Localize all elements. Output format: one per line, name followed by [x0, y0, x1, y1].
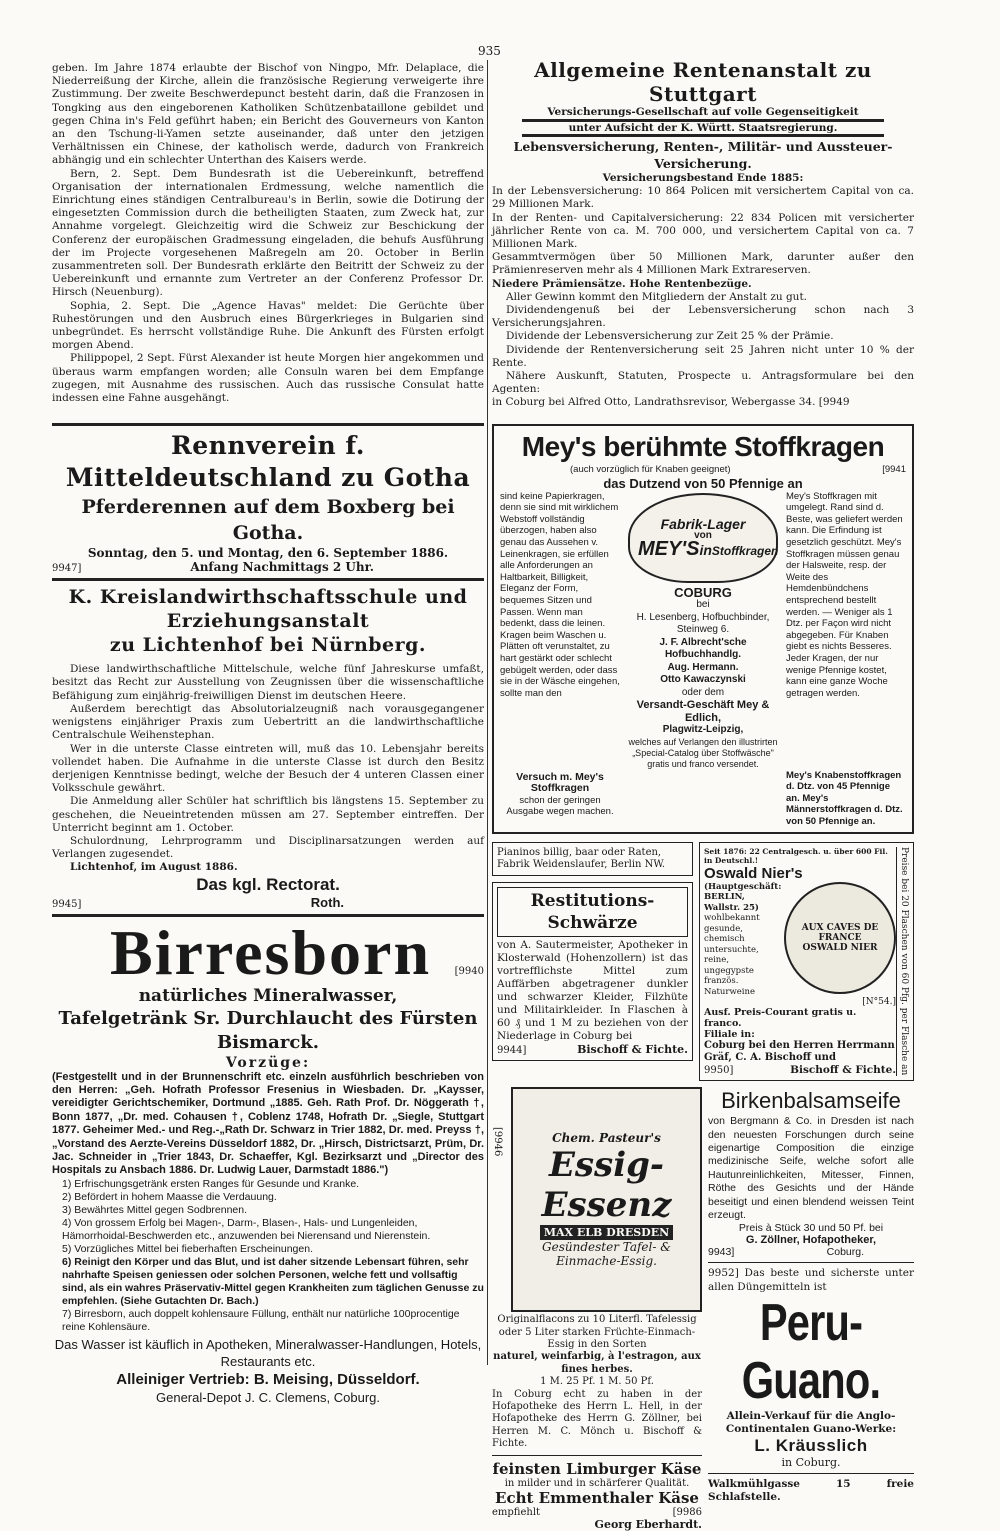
rentenanstalt-sub-3: Lebensversicherung, Renten-, Militär- und Aussteuer-Versicherung. — [513, 139, 893, 171]
birken-ad — [708, 1087, 914, 1258]
rente-line: In der Lebensversicherung: 10 864 Policen mit versichertem Capital von ca. 29 Millionen Mark. — [492, 185, 914, 211]
rennverein-date: Sonntag, den 5. und Montag, den 6. September 1886. — [87, 546, 449, 561]
birresborn-foot: Das Wasser ist käuflich in Apotheken, Mineralwasser-Handlungen, Hotels, Restaurants etc. — [54, 1336, 482, 1369]
nier-name: Oswald Nier's — [704, 864, 803, 882]
nier-filiale: Filiale in: — [704, 1029, 755, 1041]
right-column — [492, 58, 914, 1531]
rentenanstalt-ad — [492, 58, 914, 410]
news-section — [52, 62, 484, 405]
essig-tag: Gesündester Tafel- & Einmache-Essig. — [542, 1240, 671, 1269]
rente-line: Nähere Auskunft, Statuten, Prospecte u. Antragsformulare bei den Agenten: — [492, 370, 914, 396]
birken-text: von Bergmann & Co. in Dresden ist nach den neuesten Forschungen durch seine eigenartige Composition die einzige medizinische Seife, welche sofort alle Hautunreinlichkeiten, Mitesser, Finnen, Röthe des Gesichts und der Hände beseitigt und einen blendend weissen Teint erzeugt. — [708, 1115, 914, 1221]
news-paragraph: Sophia, 2. Sept. Die „Agence Havas" meldet: Die Gerüchte über Ruhestörungen und den Ausbruch eines Bürgerkrieges in Bulgarien sind unbegründet. Es herrscht vollständige Ruhe. Die Ankunft des Fürsten erfolgt morgen Abend. — [52, 299, 484, 352]
nier-ad — [699, 842, 914, 1082]
essig-price: 1 M. 25 Pf. 1 M. 50 Pf. — [540, 1376, 654, 1388]
ad-number: 9950] — [704, 1065, 734, 1077]
kreisschule-signature: Das kgl. Rectorat. — [196, 874, 340, 894]
meys-price-text: Mey's Knabenstoffkragen d. Dtz. von 45 Pfennige an. Mey's Männerstoffkragen d. Dtz. von 50 Pfennige an. — [786, 769, 903, 828]
kreisschule-signer: Roth. — [310, 894, 344, 910]
rente-line: Niedere Prämiensätze. Hohe Rentenbezüge. — [492, 277, 752, 290]
kreisschule-title: K. Kreislandwirthschaftsschule und Erziehungsanstalt — [68, 586, 468, 633]
birken-seller: G. Zöllner, Hofapotheker, — [745, 1234, 877, 1247]
rennverein-title: Rennverein f. Mitteldeutschland zu Gotha — [65, 431, 471, 493]
meys-try-text: schon der geringen Ausgabe wegen machen. — [506, 794, 614, 818]
nier-branch: (Hauptgeschäft: BERLIN, Wallstr. 25) — [704, 881, 782, 913]
essig-ad — [492, 1087, 702, 1530]
rente-line: Versicherungsbestand Ende 1885: — [602, 172, 804, 184]
divider — [492, 1455, 702, 1456]
kaese-text: empfiehlt — [492, 1506, 541, 1518]
ad-number: 9943] — [708, 1246, 735, 1259]
meys-bei: bei — [696, 599, 710, 611]
nier-seller: Bischoff & Fichte. — [790, 1064, 896, 1077]
divider — [708, 1262, 914, 1263]
collar-mid: von — [694, 530, 712, 542]
birresborn-vertrieb: Alleiniger Vertrieb: B. Meising, Düsseldorf. — [116, 1370, 420, 1388]
page-number: 935 — [478, 44, 501, 58]
birresborn-depot: General-Depot J. C. Clemens, Coburg. — [156, 1389, 380, 1405]
kaese-line: feinsten Limburger Käse — [492, 1459, 702, 1478]
kreisschule-paragraph: Die Anmeldung aller Schüler hat schriftlich bis längstens 15. September zu geschehen, die Neueintretenden müssen am 27. September eintreffen. Der Unterricht beginnt am 1. October. — [52, 795, 484, 834]
nier-vertical-text: Preise bei 20 Flaschen von 60 Pfg. per Flasche an — [896, 847, 909, 1077]
restitution-title: Restitutions-Schwärze — [497, 887, 688, 937]
rente-line: in Coburg bei Alfred Otto, Landrathsrevisor, Webergasse 34. [9949 — [492, 396, 850, 409]
nier-header: Seit 1876: 22 Centralgesch. u. über 600 Fil. in Deutschl.! — [704, 846, 888, 865]
dealer: oder dem — [681, 686, 725, 698]
essig-text: Originalflacons zu 10 Literfl. Tafelessig oder 5 Liter starken Früchte-Einmach-Essig in den Sorten — [497, 1314, 697, 1350]
rente-line: Dividendengenuß bei der Lebensversicherung schon nach 3 Versicherungsjahren. — [492, 304, 914, 330]
meys-city: COBURG — [674, 584, 732, 600]
essig-illustration — [511, 1087, 702, 1312]
birresborn-ad — [52, 916, 484, 1406]
nier-num: [N°54.] — [862, 997, 896, 1008]
birken-title: Birkenbalsamseife — [721, 1088, 901, 1114]
birresborn-sub: natürliches Mineralwasser, — [138, 985, 398, 1006]
peru-text: Allein-Verkauf für die Anglo-Continentalen Guano-Werke: — [725, 1409, 897, 1435]
kaese-line: Echt Emmenthaler Käse — [495, 1488, 699, 1507]
rentenanstalt-sub-2: unter Aufsicht der K. Württ. Staatsregierung. — [522, 119, 884, 137]
birken-price: Preis à Stück 30 und 50 Pf. bei — [738, 1222, 884, 1235]
birresborn-vorzuege: Vorzüge: — [225, 1054, 311, 1071]
collar-top: Fabrik-Lager — [660, 515, 746, 532]
seal-sub: OSWALD NIER — [802, 942, 878, 953]
meys-versand-city: Plagwitz-Leipzig, — [662, 724, 744, 736]
meys-left-text: sind keine Papierkragen, denn sie sind mit wirklichem Webstoff vollständig überzogen, haben also genau das Aussehen v. Leinenkragen, sie erfüllen alle Anforderungen an Haltbarkeit, Billigkeit, Eleganz der Form, bequemes Sitzen und Passen. Wenn man bedenkt, dass die leinen. Kragen beim Waschen u. Plätten oft verunstaltet, zu hart gestärkt oder schlecht gebügelt werden, oder dass sie in der Wäsche eingehen, sollte man den — [500, 490, 620, 699]
peru-head: 9952] Das beste und sicherste unter allen Düngemitteln ist — [708, 1267, 914, 1293]
ad-number: [9986 — [672, 1506, 702, 1518]
ad-number: 9947] — [52, 563, 82, 575]
seal-text: AUX CAVES DE FRANCE — [801, 922, 879, 943]
rente-line: Aller Gewinn kommt den Mitgliedern der Anstalt zu gut. — [506, 290, 807, 303]
list-item: 5) Vorzügliches Mittel bei fieberhaften Erscheinungen. — [62, 1242, 313, 1255]
divider — [52, 423, 484, 426]
essig-brand: Chem. Pasteur's — [552, 1131, 661, 1146]
list-item: 7) Birresborn, auch doppelt kohlensaure Füllung, enthält nur natürliche 100procentige reine Kohlensäure. — [62, 1307, 460, 1333]
meys-subtitle: (auch vorzüglich für Knaben geeignet) — [570, 463, 731, 475]
news-paragraph: Bern, 2. Sept. Dem Bundesrath ist die Uebereinkunft, betreffend Organisation der internationalen Erdmessung, welche namentlich die Einrichtung eines ständigen Centralbureau's in Berlin, sowie die Dotirung der eingesetzten Commission durch die betheiligten Staaten, zum Zweck hat, zur Annahme vorgelegt. Gleichzeitig wird die Schweiz zur Beschickung der Conferenz der europäischen Gradmessung eingeladen, die behufs Ausführung der im Projecte vorgesehenen Maßregeln am 20. October in Berlin zusammentreten soll. Der Bundesrath erklärte den Beitritt der Schweiz zu der Uebereinkunft und ernannte zum Vertreter an der Conferenz Professor Dr. Hirsch (Neuenburg). — [52, 167, 484, 299]
peru-city: in Coburg. — [781, 1456, 841, 1470]
meys-versand: Versandt-Geschäft Mey & Edlich, — [636, 699, 770, 724]
kreisschule-paragraph: Schulordnung, Lehrprogramm und Disciplinarsatzungen werden auf Verlangen zugesendet. — [52, 834, 484, 861]
nier-quality: wohlbekannt gesunde, chemisch untersuchte, reine, ungegypste französ. Naturweine — [704, 913, 760, 997]
birken-city: Coburg. — [826, 1246, 864, 1259]
meys-ad — [492, 424, 914, 834]
dealer: Aug. Hermann. — [667, 661, 739, 673]
restitution-ad — [492, 882, 693, 1061]
rennverein-subtitle: Pferderennen auf dem Boxberg bei Gotha. — [81, 496, 455, 545]
dealer: Otto Kawaczynski — [660, 674, 746, 686]
list-item: 6) Reinigt den Körper und das Blut, und ist daher sitzende Lebensart führen, sehr nahrhafte Speisen geniessen oder solchen Personen, welche fett und vollsaftig sind, als ein wahres Präservativ-Mittel gegen Krankheiten zum täglichen Genusse zu empfehlen. (Siehe Gutachten Dr. Bach.) — [62, 1255, 484, 1307]
kaese-line: in milder und in schärferer Qualität. — [504, 1477, 690, 1489]
kreisschule-paragraph: Außerdem berechtigt das Absolutorialzeugniß nach vorausgegangener wenigstens einjähriger Praxis zum Uebertritt an die landwirthschaftliche Centralschule Weihenstephan. — [52, 702, 484, 742]
left-column — [52, 58, 484, 1406]
dealer: J. F. Albrecht'sche Hofbuchhandlg. — [659, 636, 747, 661]
list-item: 3) Bewährtes Mittel gegen Sodbrennen. — [62, 1203, 248, 1216]
ad-number: 9944] — [497, 1044, 527, 1056]
list-item: 2) Befördert in hohem Maasse die Verdauung. — [62, 1190, 277, 1203]
dealer: H. Lesenberg, Hofbuchbinder, Steinweg 6. — [636, 611, 770, 636]
kreisschule-place: Lichtenhof, im August 1886. — [70, 861, 238, 874]
birresborn-title: Birresborn — [110, 916, 432, 988]
kreisschule-ad — [52, 585, 484, 909]
meys-versand-text: welches auf Verlangen den illustrirten „Special-Catalog über Stoffwäsche" gratis und franco versendet. — [628, 736, 778, 769]
list-item: 4) Von grossem Erfolg bei Magen-, Darm-, Blasen-, Hals- und Lungenleiden, Hämorrhoidal-Beschwerden etc., anzuwenden bei Nierensand und Nierenstein. — [62, 1216, 431, 1242]
meys-dozen: das Dutzend von 50 Pfennige an — [603, 475, 803, 491]
birresborn-list — [62, 1178, 484, 1334]
collar-illustration — [628, 493, 778, 583]
rente-line: Dividende der Rentenversicherung seit 25 Jahren nicht unter 10 % der Rente. — [492, 343, 914, 369]
column-rule — [487, 60, 488, 1365]
meys-title: Mey's berühmte Stoffkragen — [521, 430, 885, 462]
peru-addr: Walkmühlgasse 15 freie Schlafstelle. — [708, 1478, 914, 1504]
ad-number: [9946 — [492, 1127, 503, 1157]
restitution-text: von A. Sautermeister, Apotheker in Klosterwald (Hohenzollern) ist das vortrefflichste Mittel zum Auffärben abgetragener dunkler und schwarzer Kleider, Filzhüte und Militairkleider. In Flaschen à 60 ₰ und 1 M zu beziehen von der Niederlage in Coburg bei — [497, 938, 688, 1042]
rente-line: Gesammtvermögen über 50 Millionen Mark, darunter außer den Prämienreserven mehr als 4 Millionen Mark Extrareserven. — [492, 251, 914, 277]
kreisschule-paragraph: Diese landwirthschaftliche Mittelschule, welche fünf Jahreskurse umfaßt, besitzt das Recht zur Ausstellung von Zeugnissen über die wissenschaftliche Befähigung zum einjährig-freiwilligen Dienst im deutschen Heere. — [52, 663, 484, 702]
kreisschule-paragraph: Wer in die unterste Classe eintreten will, muß das 10. Lebensjahr bereits vollendet haben. Die Aufnahme in die unterste Classe ist durch den Besitz derjenigen Kenntnisse bedingt, welche der Besuch der 4 unteren Classen einer Volksschule gewährt. — [52, 742, 484, 795]
ad-number: [9941 — [882, 463, 906, 475]
rentenanstalt-sub: Versicherungs-Gesellschaft auf volle Gegenseitigkeit — [547, 106, 859, 118]
essig-title: Essig-Essenz — [541, 1145, 672, 1226]
essig-tail: In Coburg echt zu haben in der Hofapotheke des Herrn L. Hell, in der Hofapotheke des Herrn G. Zöllner, bei Herren M. C. Mönch u. Bischoff & Fichte. — [492, 1388, 702, 1450]
news-paragraph: Philippopel, 2 Sept. Fürst Alexander ist heute Morgen hier angekommen und überaus warm empfangen worden; alle Consuln waren bei dem Empfange zugegen, mit Ausnahme des russischen. Auch das russische Consulat hatte indessen eine Fahne ausgehängt. — [52, 352, 484, 405]
restitution-seller: Bischoff & Fichte. — [577, 1042, 688, 1056]
essig-maker: MAX ELB DRESDEN — [540, 1225, 673, 1240]
ad-number: 9945] — [52, 898, 82, 910]
divider — [52, 578, 484, 581]
peru-title: Peru-Guano. — [741, 1293, 881, 1410]
rentenanstalt-title: Allgemeine Rentenanstalt zu Stuttgart — [534, 58, 872, 106]
nier-city: Coburg bei den Herren Herrmann Gräf, C. A. Bischoff und — [704, 1040, 895, 1064]
kaese-seller: Georg Eberhardt. — [594, 1517, 702, 1531]
kaese-ad — [492, 1460, 702, 1531]
birresborn-sub-2: Tafelgetränk Sr. Durchlaucht des Fürsten Bismarck. — [58, 1007, 478, 1053]
list-item: 1) Erfrischungsgetränk ersten Ranges für Gesunde und Kranke. — [62, 1177, 360, 1190]
collar-right: Stoffkragen — [711, 543, 779, 558]
nier-seal — [784, 882, 896, 994]
nier-price: Ausf. Preis-Courant gratis u. franco. — [704, 1007, 857, 1030]
divider — [708, 1473, 914, 1474]
collar-in: in — [699, 541, 712, 558]
peru-name: L. Kräusslich — [754, 1436, 868, 1456]
news-paragraph: geben. Im Jahre 1874 erlaubte der Bischof von Ningpo, Mfr. Delaplace, die Niederreißung der Kirche, allein die französische Regierung verweigerte ihre Zustimmung. Der zweite Beschwerdepunct besteht darin, daß die Franzosen in Tongking aus den eingeborenen Katholiken Schützenbataillone gebildet und gegen China in's Feld geführt haben; ein Bericht des Gouverneurs von Kanton an den Tschung-li-Yamen setzte auseinander, daß unter den jetzigen Verhältnissen ein Chinese, der katholisch werde, dadurch von Frankreich abhängig und ein schlechter Unterthan des Kaisers werde. — [52, 62, 484, 167]
rente-line: Dividende der Lebensversicherung zur Zeit 25 % der Prämie. — [506, 330, 834, 343]
ad-number: [9940 — [454, 965, 484, 977]
peru-ad — [708, 1267, 914, 1504]
meys-right-text: Mey's Stoffkragen mit umgelegt. Rand sind d. Beste, was geliefert werden kann. Die Erfindung ist gesetzlich geschützt. Mey's Stoffkragen müssen genau der Halsweite, resp. der Weite des Hemdenbündchens entsprechend bestellt werden. — Weniger als 1 Dtz. per Façon wird nicht abgegeben. Für Knaben giebt es nichts Besseres. Jeder Kragen, der nur wenige Pfennige kostet, kann eine ganze Woche getragen werden. — [786, 490, 903, 699]
rennverein-ad — [52, 430, 484, 574]
pianinos-ad: Pianinos billig, baar oder Raten, Fabrik Weidenslaufer, Berlin NW. — [492, 842, 693, 876]
kreisschule-title-2: zu Lichtenhof bei Nürnberg. — [109, 634, 427, 657]
birresborn-intro: (Festgestellt und in der Brunnenschrift etc. einzeln ausführlich beschrieben von den Herren: „Geh. Hofrath Professor Fresenius in Wiesbaden. Dr. „Kaysser, vereidigter Gerichtschemiker, Dortmund „1885. Geh. Rath Prof. Dr. Nöggerath †, Bonn 1877, „Dr. med. Cohausen †, Coblenz 1748, Hofrath Dr. „Siegle, Stuttgart 1877. Geheimer Med.- und Reg.-„Rath Dr. Schwarz in Trier 1882, Dr. med. Preyss †, „Vorstand des Aerzte-Vereins Düsseldorf 1882, Dr. „Hirsch, Districtsarzt, Prüm, Dr. Jac. Schneider in „Trier 1843, Dr. Schaeffer, Kgl. Bezirksarzt und „Director des Hospitals zu Ansbach 1886. Dr. Ludwig Lauer, Darmstadt 1886.") — [52, 1070, 484, 1177]
rente-line: In der Renten- und Capitalversicherung: 22 834 Policen mit versicherter jährlicher Rente von ca. M. 700 000, und versichertem Capital von ca. 7 Millionen Mark. — [492, 211, 914, 251]
rennverein-time: Anfang Nachmittags 2 Uhr. — [190, 560, 374, 575]
essig-sorts: naturel, weinfarbig, à l'estragon, aux fines herbes. — [493, 1351, 701, 1375]
meys-try: Versuch m. Mey's Stoffkragen — [516, 770, 604, 795]
collar-left: MEY'S — [638, 537, 700, 560]
